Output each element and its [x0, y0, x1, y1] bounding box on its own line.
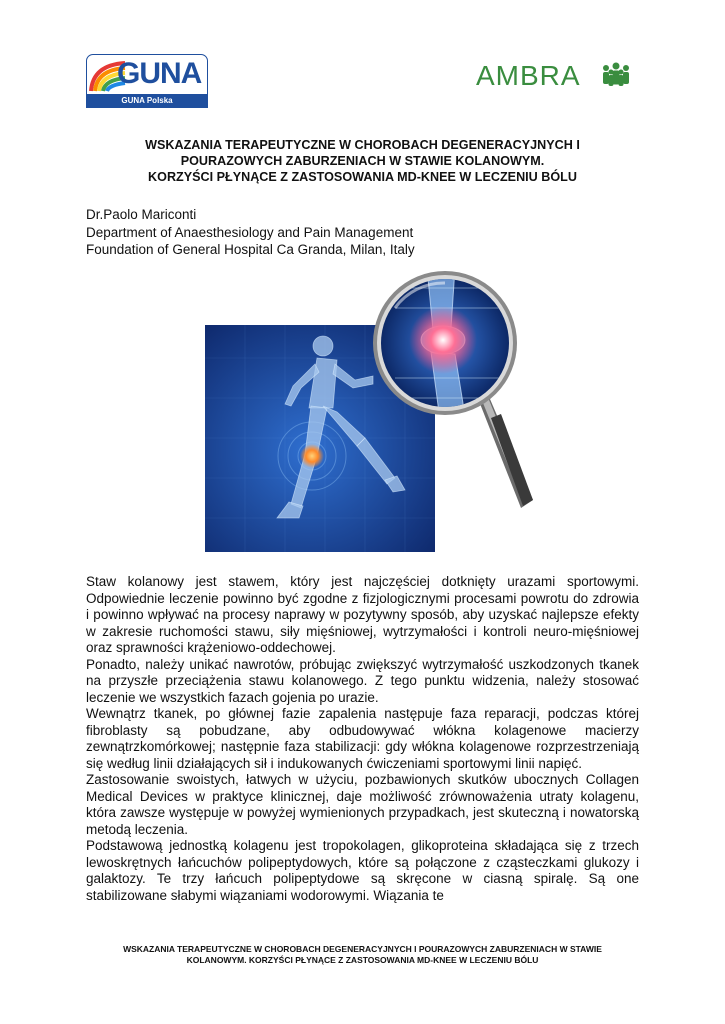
guna-logo-subtitle: GUNA Polska — [86, 94, 208, 108]
body-text — [86, 574, 639, 904]
paragraph: Wewnątrz tkanek, po głównej fazie zapalenia następuje faza reparacji, podczas której fibroblasty są pobudzane, aby odbudowywać włókna kolagenowe macierzy zewnątrzkomórkowej; następnie faza stabilizacji: gdy włókna kolagenowe rozprzestrzeniają się według linii działających sił i indukowanych ćwiczeniami sportowymi linii napięć. — [86, 706, 639, 771]
title-line-3: KORZYŚCI PŁYNĄCE Z ZASTOSOWANIA MD-KNEE W LECZENIU BÓLU — [148, 170, 577, 184]
guna-logo-frame — [86, 54, 208, 96]
footer-line-2: KOLANOWYM. KORZYŚCI PŁYNĄCE Z ZASTOSOWANIA MD-KNEE W LECZENIU BÓLU — [186, 955, 539, 965]
paragraph: Staw kolanowy jest stawem, który jest najczęściej dotknięty urazami sportowymi. Odpowiednie leczenie powinno być zgodne z fizjologicznymi procesami powrotu do zdrowia i powinno wpływać na procesy naprawy w pozytywny sposób, aby uzyskać najlepsze efekty w zakresie ruchomości stawu, siły mięśniowej, wytrzymałości i kontroli neuro-mięśniowej oraz sprawności krążeniowo-oddechowej. — [86, 574, 639, 655]
people-group-icon — [600, 60, 632, 92]
ambra-logo — [476, 60, 636, 94]
paragraph: Podstawową jednostką kolagenu jest tropokolagen, glikoproteina składająca się z trzech lewoskrętnych łańcuchów polipeptydowych, które są połączone z cząsteczkami glukozy i galaktozy. Te trzy łańcuch polipeptydowe są skręcone w ciasną spiralę. Są one stabilizowane słabymi wiązaniami wodorowymi. Wiązania te — [86, 838, 639, 903]
author-institution: Foundation of General Hospital Ca Granda, Milan, Italy — [86, 242, 415, 257]
paragraph: Ponadto, należy unikać nawrotów, próbując zwiększyć wytrzymałość uszkodzonych tkanek na przyszłe przeciążenia stawu kolanowego. Z tego punktu widzenia, należy stosować leczenie we wszystkich fazach gojenia po urazie. — [86, 656, 639, 705]
title-line-1: WSKAZANIA TERAPEUTYCZNE W CHOROBACH DEGENERACYJNYCH I — [145, 138, 580, 152]
author-name: Dr.Paolo Mariconti — [86, 207, 197, 222]
footer-line-1: WSKAZANIA TERAPEUTYCZNE W CHOROBACH DEGENERACYJNYCH I POURAZOWYCH ZABURZENIACH W STAWIE — [123, 944, 602, 954]
document-title — [70, 137, 655, 185]
guna-logo-name: GUNA — [117, 57, 202, 90]
author-block — [86, 206, 415, 259]
knee-highlight — [300, 444, 324, 468]
paragraph: Zastosowanie swoistych, łatwych w użyciu, pozbawionych skutków ubocznych Collagen Medical Devices w praktyce klinicznej, daje możliwość zrównoważenia utraty kolagenu, która zawsze występuje w powyżej wymienionych przypadkach, jest skuteczną i nowatorską metodą leczenia. — [86, 772, 639, 837]
knee-inflammation — [409, 306, 477, 374]
magnifier-handle — [477, 392, 533, 508]
ambra-logo-name: AMBRA — [476, 60, 581, 91]
page-footer — [80, 944, 645, 966]
author-department: Department of Anaesthesiology and Pain Management — [86, 224, 414, 240]
guna-logo — [86, 54, 206, 108]
knee-illustration — [205, 268, 535, 555]
title-line-2: POURAZOWYCH ZABURZENIACH W STAWIE KOLANOWYM. — [180, 154, 545, 168]
